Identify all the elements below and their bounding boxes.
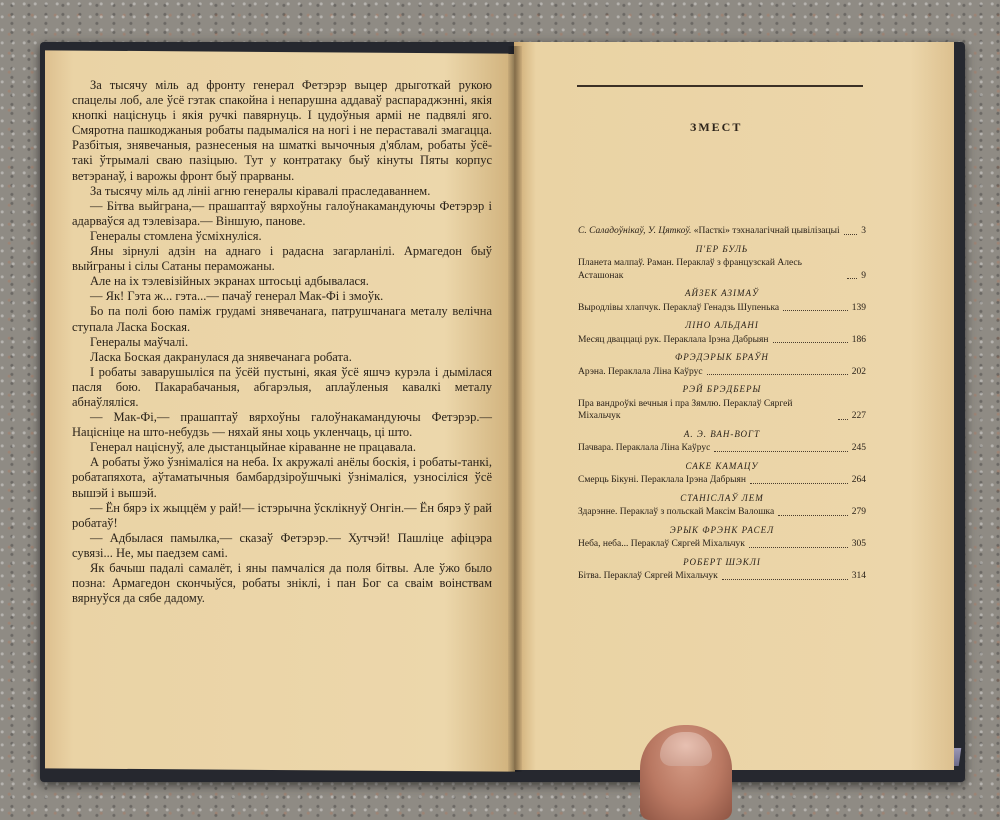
toc-title-text: Пачвара. Пераклала Ліна Каўрус (578, 443, 711, 453)
toc-text (578, 538, 745, 551)
toc-author: П'ЕР БУЛЬ (695, 243, 749, 254)
toc-line (578, 257, 866, 282)
toc-page-number: 314 (851, 571, 866, 581)
paragraph: — Мак-Фі,— прашаптаў вярхоўны галоўнакамандуючы Фетэрэр.— Націсніце на што-небудзь — няхай яны хоць укленчаць, ці што. (72, 410, 492, 440)
toc-line (578, 570, 866, 583)
toc-leader (707, 374, 848, 375)
paragraph: — Як! Гэта ж... гэта...— пачаў генерал Мак-Фі і змоўк. (90, 289, 384, 304)
toc-entry (578, 492, 866, 519)
toc-entry (578, 383, 866, 423)
toc-text (578, 506, 774, 519)
paragraph: Бо па полі бою паміж грудамі знявечанага, патрушчанага металу велічна ступала Ласка Боская. (72, 304, 492, 334)
toc-entry (578, 556, 866, 583)
toc-leader (722, 579, 848, 580)
toc-text (578, 302, 779, 315)
header-rule (577, 85, 863, 87)
toc-page-number: 305 (851, 539, 866, 549)
toc-entry (578, 524, 866, 551)
toc-text (578, 474, 746, 487)
toc-leader (773, 342, 848, 343)
toc-text (578, 257, 843, 282)
book-gutter (508, 46, 522, 772)
toc-author: ЛІНО АЛЬДАНІ (685, 320, 759, 330)
toc-title-text: Бітва. Пераклаў Сяргей Міхальчук (578, 571, 718, 581)
toc-leader (847, 278, 857, 279)
toc-leader (750, 483, 848, 484)
paragraph: Генералы стомлена ўсміхнуліся. (90, 228, 262, 243)
paragraph: — Бітва выйграна,— прашаптаў вярхоўны галоўнакамандуючы Фетэрэр і адарваўся ад тэлевізара.— Віншую, панове. (72, 198, 492, 228)
toc-text (578, 225, 840, 238)
toc-author: РОБЕРТ ШЭКЛІ (683, 556, 761, 567)
paragraph: За тысячу міль ад фронту генерал Фетэрэр выцер дрыготкай рукою спацелы лоб, але ўсё гэтак спакойна і непарушна аддаваў распараджэнні, якія кнопкі націснуць і якія ручкі павярнуць. І цудоўныя арміі не падвялі яго. Смяротна пашкоджаныя робаты падымаліся на ногі і не пераставалі змагацца. Разбітыя, знявечаныя, разнесеныя на шматкі вычочныя д'яблам, робаты ўсё-такі ўтрымалі сваю пазіцыю. Тут у контратаку быў кінуты Пяты корпус ветэранаў, і варожы фронт быў прарваны. (72, 78, 492, 183)
toc-entry (578, 243, 866, 283)
toc-page-number: 139 (851, 302, 866, 313)
toc-page-number: 227 (851, 411, 866, 421)
paragraph: Яны зірнулі адзін на аднаго і радасна загарланілі. Армагедон быў выйграны і сілы Сатаны пераможаны. (72, 244, 492, 274)
toc-line (578, 506, 866, 519)
paragraph: Ласка Боская дакранулася да знявечанага робата. (90, 349, 352, 364)
toc-leader (783, 310, 848, 311)
toc-line (578, 225, 866, 238)
paragraph: А робаты ўжо ўзнімаліся на неба. Іх акружалі анёлы боскія, і робаты-танкі, робатапяхота, аўтаматычныя бамбардзіроўшчыкі ўзнімаліся, узносіліся ўсё вышэй і вышэй. (72, 455, 492, 500)
toc-line (578, 538, 866, 551)
toc-text (578, 366, 703, 379)
toc-text (578, 398, 834, 423)
toc-author: САКЕ КАМАЦУ (685, 460, 759, 471)
toc-entry (578, 460, 866, 487)
paragraph: — Ён бярэ іх жыццём у рай!— істэрычна ўсклікнуў Онгін.— Ён бярэ ў рай робатаў! (72, 500, 492, 530)
toc-title: ЗМЕСТ (690, 120, 743, 134)
toc-line (578, 474, 866, 487)
toc-author: ФРЭДЭРЫК БРАЎН (675, 352, 769, 362)
toc-page-number: 279 (851, 507, 866, 517)
paragraph: Але на іх тэлевізійных экранах штосьці адбывалася. (90, 274, 369, 289)
toc-line (578, 302, 866, 315)
toc-page-number: 264 (851, 475, 866, 485)
paragraph: Генералы маўчалі. (90, 334, 189, 349)
toc-title-text: Месяц дваццаці рук. Пераклала Ірэна Дабрыян (578, 334, 769, 345)
toc-title-text: Смерць Бікуні. Пераклала Ірэна Дабрыян (578, 475, 746, 485)
toc-text (578, 334, 769, 347)
table-of-contents (578, 225, 866, 588)
toc-title-text: Арэна. Пераклала Ліна Каўрус (578, 366, 703, 377)
toc-line (578, 366, 866, 379)
toc-entry (578, 351, 866, 378)
toc-prefix: С. Саладоўнікаў, У. Цяткоў. (578, 226, 692, 236)
paragraph: Генерал націснуў, але дыстанцыйнае кіраванне не працавала. (90, 440, 416, 455)
toc-line (578, 334, 866, 347)
toc-page-number: 3 (861, 226, 866, 236)
toc-entry (578, 287, 866, 314)
toc-title-text: Неба, неба... Пераклаў Сяргей Міхальчук (578, 539, 745, 549)
toc-entry (578, 225, 866, 238)
toc-text (578, 442, 710, 455)
toc-leader (778, 515, 848, 516)
toc-page-number: 9 (861, 270, 866, 281)
toc-entry (578, 428, 866, 455)
toc-entry (578, 319, 866, 346)
toc-title-text: Здарэнне. Пераклаў з польскай Максім Валошка (578, 507, 775, 517)
toc-title-text: «Пасткі» тэхналагічнай цывілізацыі (693, 226, 840, 236)
toc-leader (844, 234, 858, 235)
paragraph: І робаты заварушыліся па ўсёй пустыні, якая ўсё яшчэ курэла і дымілася пасля бою. Пакарабачаныя, абгарэлыя, аплаўленыя кавалкі металу абнаўляліся. (72, 364, 492, 409)
toc-author: АЙЗЕК АЗІМАЎ (684, 288, 760, 298)
toc-author: СТАНІСЛАЎ ЛЕМ (680, 492, 764, 503)
paragraph: — Адбылася памылка,— сказаў Фетэрэр.— Хутчэй! Пашліце афіцэра сувязі... Не, мы паедзем самі. (72, 530, 492, 560)
left-page-text (72, 78, 492, 606)
toc-line (578, 442, 866, 455)
thumbnail-nail (660, 732, 712, 766)
toc-leader (714, 451, 847, 452)
toc-leader (749, 547, 848, 548)
toc-title-text: Планета малпаў. Раман. Пераклаў з французскай Алесь Асташонак (578, 258, 802, 281)
toc-page-number: 202 (851, 366, 866, 377)
toc-author: РЭЙ БРЭДБЕРЫ (682, 384, 762, 394)
paragraph: За тысячу міль ад лініі агню генералы кіравалі праследаваннем. (90, 183, 431, 198)
toc-author: А. Э. ВАН-ВОГТ (683, 428, 761, 439)
toc-page-number: 186 (851, 334, 866, 345)
paragraph: Як бачыш падалі самалёт, і яны памчаліся да поля бітвы. Але ўжо было позна: Армагедон скончыўся, робаты зніклі, і пан Бог са сваім воінствам вярнуўся да сябе дадому. (72, 561, 492, 606)
toc-title-text: Выродлівы хлапчук. Пераклаў Генадзь Шупенька (578, 302, 780, 313)
toc-author: ЭРЫК ФРЭНК РАСЕЛ (669, 524, 775, 535)
toc-line (578, 398, 866, 423)
toc-text (578, 570, 718, 583)
toc-page-number: 245 (851, 443, 866, 453)
toc-title-text: Пра вандроўкі вечныя і пра Зямлю. Пераклаў Сяргей Міхальчук (578, 398, 793, 421)
toc-leader (838, 419, 848, 420)
